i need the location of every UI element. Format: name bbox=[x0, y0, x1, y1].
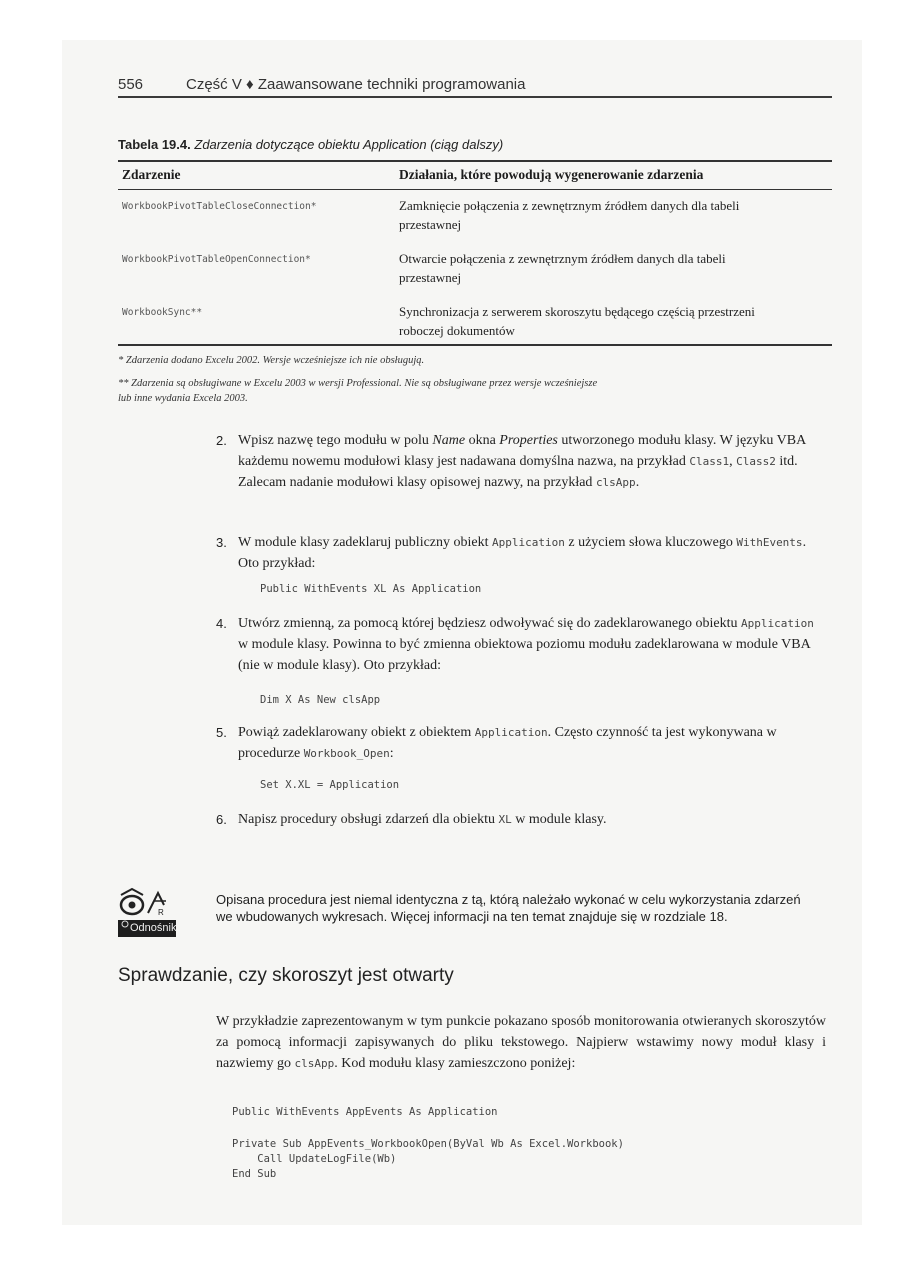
code-line: Private Sub AppEvents_WorkbookOpen(ByVal Wb As Excel.Workbook) bbox=[232, 1138, 624, 1150]
step-text: W module klasy zadeklaruj publiczny obiekt Application z użyciem słowa kluczowego WithEvents. Oto przykład: bbox=[238, 535, 807, 571]
step-number: 5. bbox=[216, 725, 227, 740]
note-label: Odnośnik bbox=[130, 922, 177, 934]
code-line: Dim X As New clsApp bbox=[260, 694, 381, 706]
section-paragraph: W przykładzie zaprezentowanym w tym punkcie pokazano sposób monitorowania otwieranych skoroszytów za pomocą informacji zapisywanych do pliku tekstowego. Najpierw wstawimy nowy moduł klasy i nazwiemy go clsApp. Kod modułu klasy zamieszczono poniżej: bbox=[216, 1014, 826, 1071]
table-cell-desc-line: roboczej dokumentów bbox=[399, 323, 515, 338]
table-caption bbox=[118, 137, 503, 152]
footnote-line: lub inne wydania Excela 2003. bbox=[118, 393, 248, 404]
code-line: Set X.XL = Application bbox=[260, 779, 400, 791]
table-top-rule bbox=[118, 160, 832, 162]
table-cell-desc-line: Zamknięcie połączenia z zewnętrznym źródłem danych dla tabeli bbox=[399, 198, 740, 213]
step-text: Napisz procedury obsługi zdarzeń dla obiektu XL w module klasy. bbox=[238, 812, 607, 827]
table-cell-desc-line: Synchronizacja z serwerem skoroszytu będącego częścią przestrzeni bbox=[399, 304, 755, 319]
list-item bbox=[216, 809, 816, 830]
list-item bbox=[216, 532, 816, 574]
footnote-line: ** Zdarzenia są obsługiwane w Excelu 2003 w wersji Professional. Nie są obsługiwane przez wersje wcześniejsze bbox=[118, 378, 598, 389]
table-header-rule bbox=[118, 189, 832, 190]
table-caption-label: Tabela 19.4. bbox=[118, 137, 191, 152]
running-title: Część V ♦ Zaawansowane techniki programowania bbox=[186, 76, 526, 93]
list-item bbox=[216, 613, 816, 676]
table-cell-desc bbox=[399, 302, 829, 340]
table-header-desc: Działania, które powodują wygenerowanie zdarzenia bbox=[399, 167, 704, 182]
table-cell-desc bbox=[399, 249, 829, 287]
table-caption-text: Zdarzenia dotyczące obiektu Application (ciąg dalszy) bbox=[194, 137, 504, 152]
step-number: 4. bbox=[216, 616, 227, 631]
code-line: End Sub bbox=[232, 1168, 277, 1180]
table-cell-desc-line: przestawnej bbox=[399, 270, 462, 285]
table-cell-desc bbox=[399, 196, 829, 234]
code-line: Call UpdateLogFile(Wb) bbox=[232, 1153, 397, 1165]
table-cell-event: WorkbookPivotTableCloseConnection* bbox=[122, 201, 317, 212]
table-cell-event: WorkbookSync** bbox=[122, 307, 203, 318]
table-cell-desc-line: Otwarcie połączenia z zewnętrznym źródłem danych dla tabeli bbox=[399, 251, 726, 266]
svg-text:R: R bbox=[158, 908, 164, 917]
table-cell-desc-line: przestawnej bbox=[399, 217, 462, 232]
table-cell-event: WorkbookPivotTableOpenConnection* bbox=[122, 254, 311, 265]
header-rule bbox=[118, 96, 832, 98]
step-number: 3. bbox=[216, 535, 227, 550]
step-number: 6. bbox=[216, 812, 227, 827]
section-heading: Sprawdzanie, czy skoroszyt jest otwarty bbox=[118, 965, 454, 986]
page-number: 556 bbox=[118, 76, 144, 93]
step-text: Utwórz zmienną, za pomocą której będziesz odwoływać się do zadeklarowanego obiektu Application w module klasy. Powinna to być zmienna obiektowa poziomu modułu zadeklarowana w module VBA (nie w module klasy). Oto przykład: bbox=[238, 616, 814, 673]
list-item bbox=[216, 722, 816, 764]
step-number: 2. bbox=[216, 433, 227, 448]
step-text: Powiąż zadeklarowany obiekt z obiektem Application. Często czynność ta jest wykonywana w procedurze Workbook_Open: bbox=[238, 725, 777, 761]
list-item bbox=[216, 430, 816, 493]
table-bottom-rule bbox=[118, 344, 832, 346]
table-footnote-1: * Zdarzenia dodano Excelu 2002. Wersje wcześniejsze ich nie obsługują. bbox=[118, 355, 425, 366]
code-line: Public WithEvents XL As Application bbox=[260, 583, 482, 595]
table-footnote-2 bbox=[118, 376, 818, 406]
step-text: Wpisz nazwę tego modułu w polu Name okna Properties utworzonego modułu klasy. W języku VBA każdemu nowemu modułowi klasy jest nadawana domyślna nazwa, na przykład Class1, Class2 itd. Zalecam nadanie modułowi klasy opisowej nazwy, na przykład clsApp. bbox=[238, 433, 806, 490]
note-text: Opisana procedura jest niemal identyczna z tą, którą należało wykonać w celu wykorzystania zdarzeń we wbudowanych wykresach. Więcej informacji na ten temat znajduje się w rozdziale 18. bbox=[216, 892, 801, 924]
cross-reference-icon bbox=[118, 887, 176, 937]
code-line: Public WithEvents AppEvents As Application bbox=[232, 1106, 498, 1118]
table-header-event: Zdarzenie bbox=[122, 167, 181, 182]
